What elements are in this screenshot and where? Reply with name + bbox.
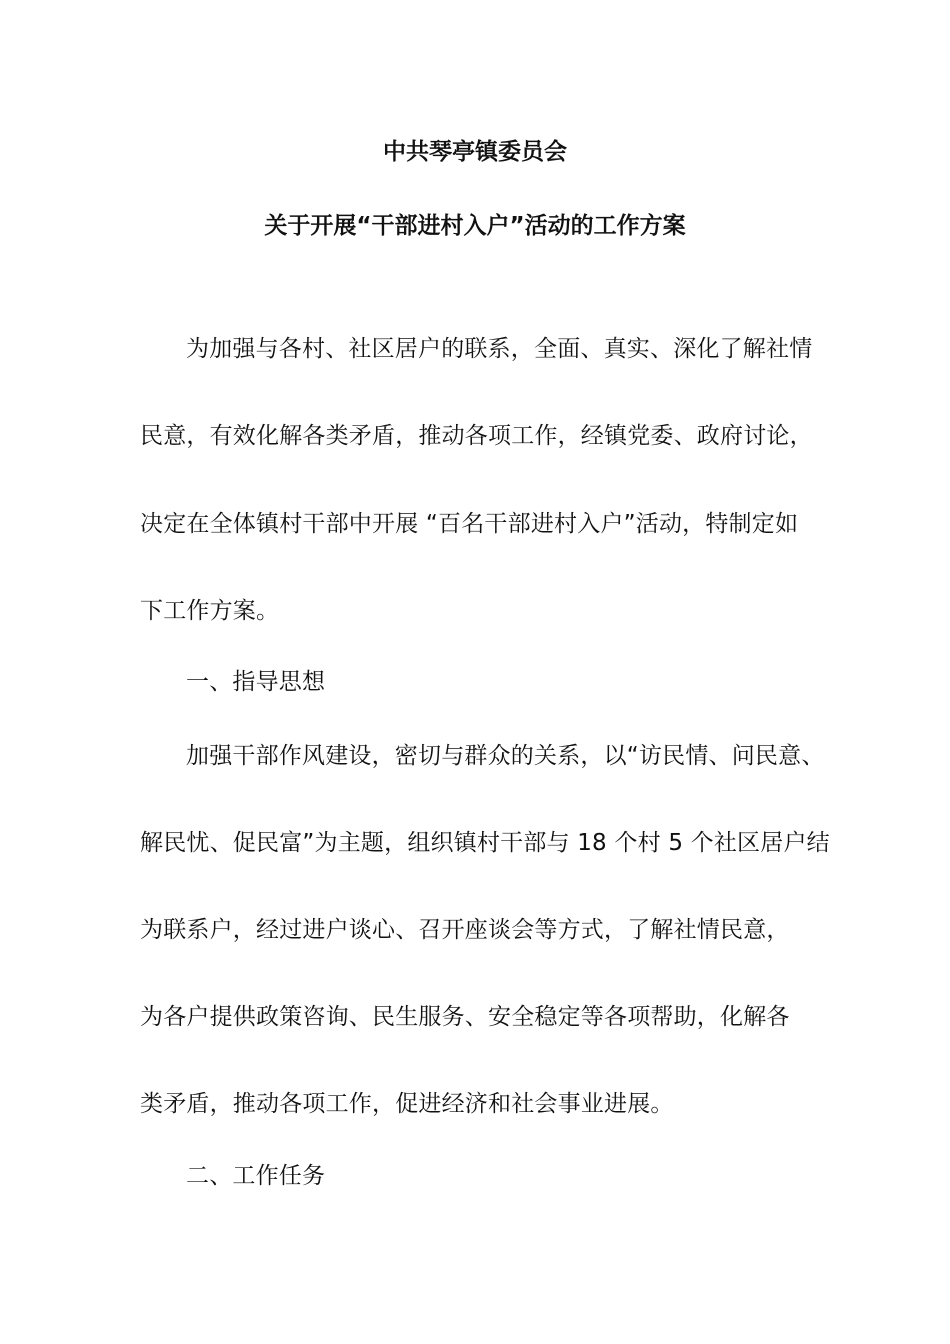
section-heading-guiding-ideology: 一、指导思想 (186, 669, 326, 695)
paragraph-ideology-line-5: 类矛盾，推动各项工作，促进经济和社会事业进展。 (140, 1091, 674, 1117)
paragraph-ideology-line-2: 解民忧、促民富”为主题，组织镇村干部与 18 个村 5 个社区居户结 (140, 830, 830, 856)
paragraph-ideology-line-4: 为各户提供政策咨询、民生服务、安全稳定等各项帮助，化解各 (140, 1004, 790, 1030)
document-title-subject: 关于开展“干部进村入户”活动的工作方案 (264, 213, 686, 239)
paragraph-intro-line-1: 为加强与各村、社区居户的联系，全面、真实、深化了解社情 (186, 336, 813, 362)
paragraph-intro-line-3: 决定在全体镇村干部中开展 “百名干部进村入户”活动，特制定如 (140, 511, 799, 537)
document-title-org: 中共琴亭镇委员会 (383, 139, 567, 165)
paragraph-ideology-line-3: 为联系户，经过进户谈心、召开座谈会等方式，了解社情民意， (140, 917, 790, 943)
paragraph-ideology-line-1: 加强干部作风建设，密切与群众的关系，以“访民情、问民意、 (186, 743, 825, 769)
paragraph-intro-line-2: 民意，有效化解各类矛盾，推动各项工作，经镇党委、政府讨论， (140, 423, 813, 449)
section-heading-work-tasks: 二、工作任务 (186, 1163, 326, 1189)
paragraph-intro-line-4: 下工作方案。 (140, 598, 280, 624)
